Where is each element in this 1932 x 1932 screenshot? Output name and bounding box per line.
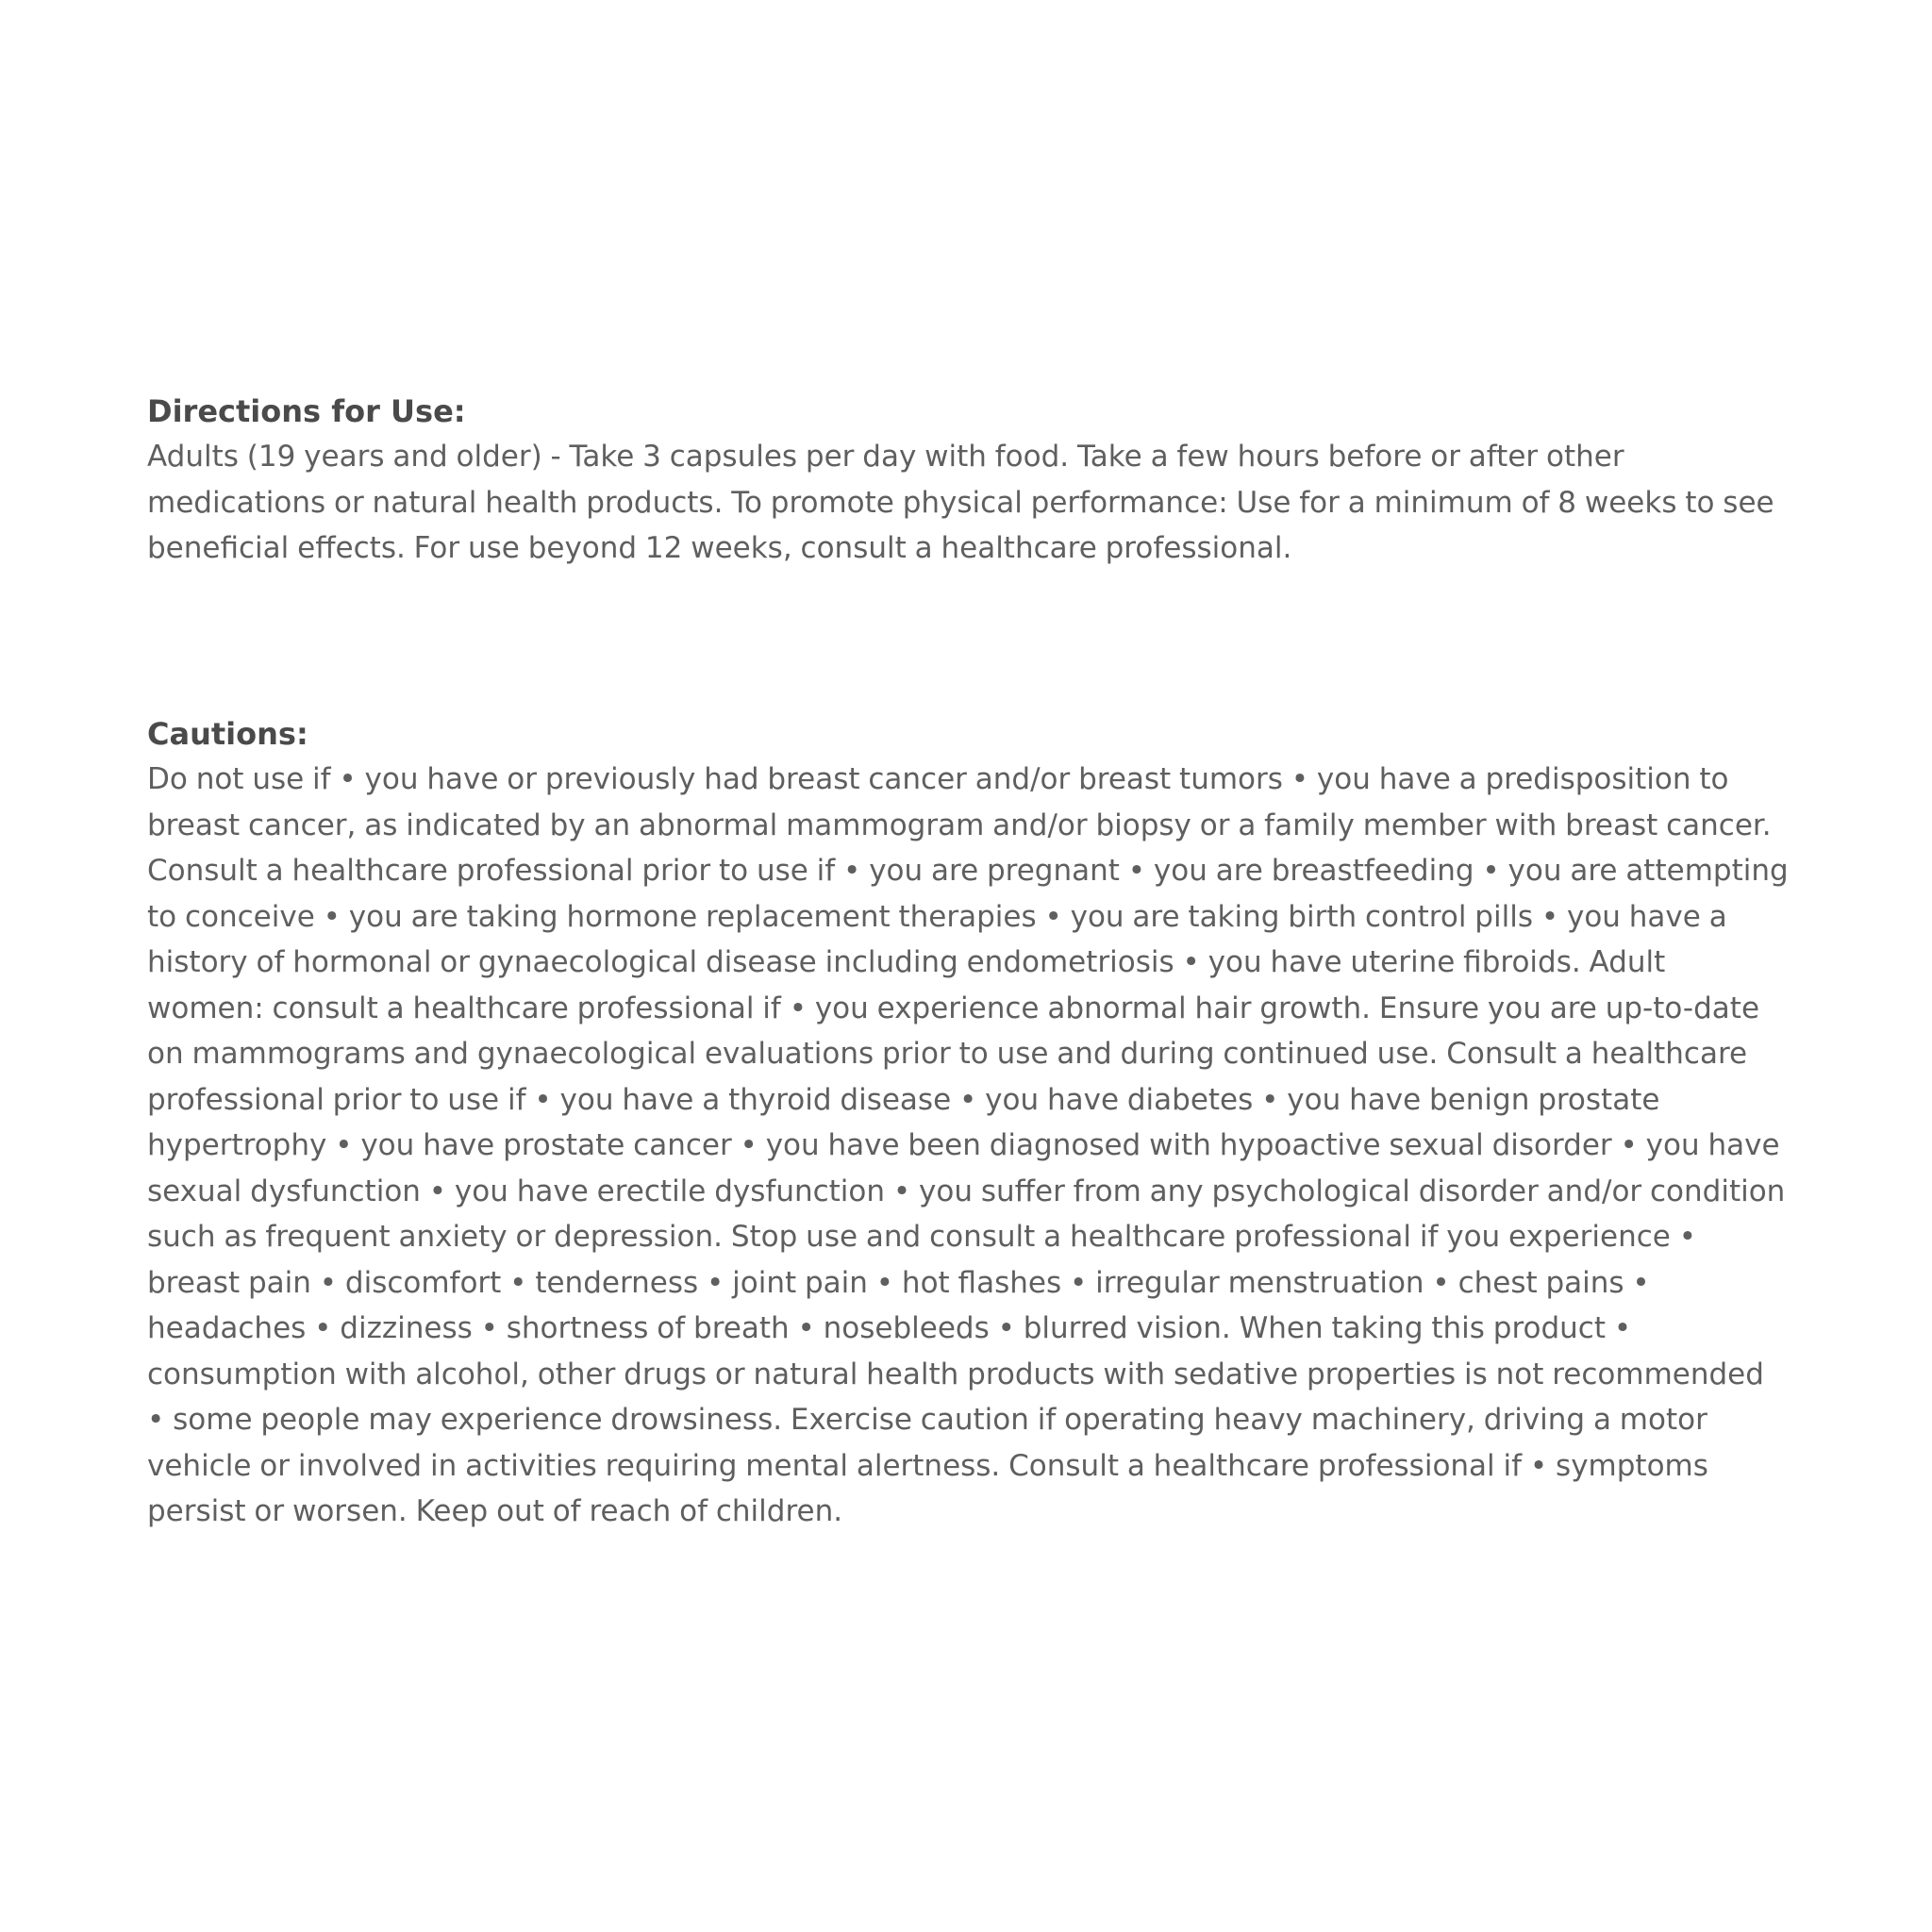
cautions-text: Do not use if • you have or previously had breast cancer and/or breast tumors • you have a predisposition to breast cancer, as indicated by an abnormal mammogram and/or biopsy or a family member with breast cancer. Consult a healthcare professional prior to use if • you are pregnant • you are breastfeeding • you are attempting to conceive • you are taking hormone replacement therapies • you are taking birth control pills • you have a history of hormonal or gynaecological disease including endometriosis • you have uterine fibroids. Adult women: consult a healthcare professional if • you experience abnormal hair growth. Ensure you are up-to-date on mammograms and gynaecological evaluations prior to use and during continued use. Consult a healthcare professional prior to use if • you have a thyroid disease • you have diabetes • you have benign prostate hypertrophy • you have prostate cancer • you have been diagnosed with hypoactive sexual disorder • you have sexual dysfunction • you have erectile dysfunction • you suffer from any psychological disorder and/or condition such as frequent anxiety or depression. Stop use and consult a healthcare professional if you experience • breast pain • discomfort • tenderness • joint pain • hot flashes • irregular menstruation • chest pains • headaches • dizziness • shortness of breath • nosebleeds • blurred vision. When taking this product • consumption with alcohol, other drugs or natural health products with sedative properties is not recommended • some people may experience drowsiness. Exercise caution if operating heavy machinery, driving a motor vehicle or involved in activities requiring mental alertness. Consult a healthcare professional if • symptoms persist or worsen. Keep out of reach of children. xyxy=(147,762,1789,1528)
directions-section xyxy=(147,389,1789,572)
cautions-section xyxy=(147,711,1789,1535)
cautions-heading: Cautions: xyxy=(147,716,308,752)
directions-heading: Directions for Use: xyxy=(147,393,466,429)
directions-text: Adults (19 years and older) - Take 3 capsules per day with food. Take a few hours before or after other medications or natural health products. To promote physical performance: Use for a minimum of 8 weeks to see beneficial effects. For use beyond 12 weeks, consult a healthcare professional. xyxy=(147,440,1774,565)
